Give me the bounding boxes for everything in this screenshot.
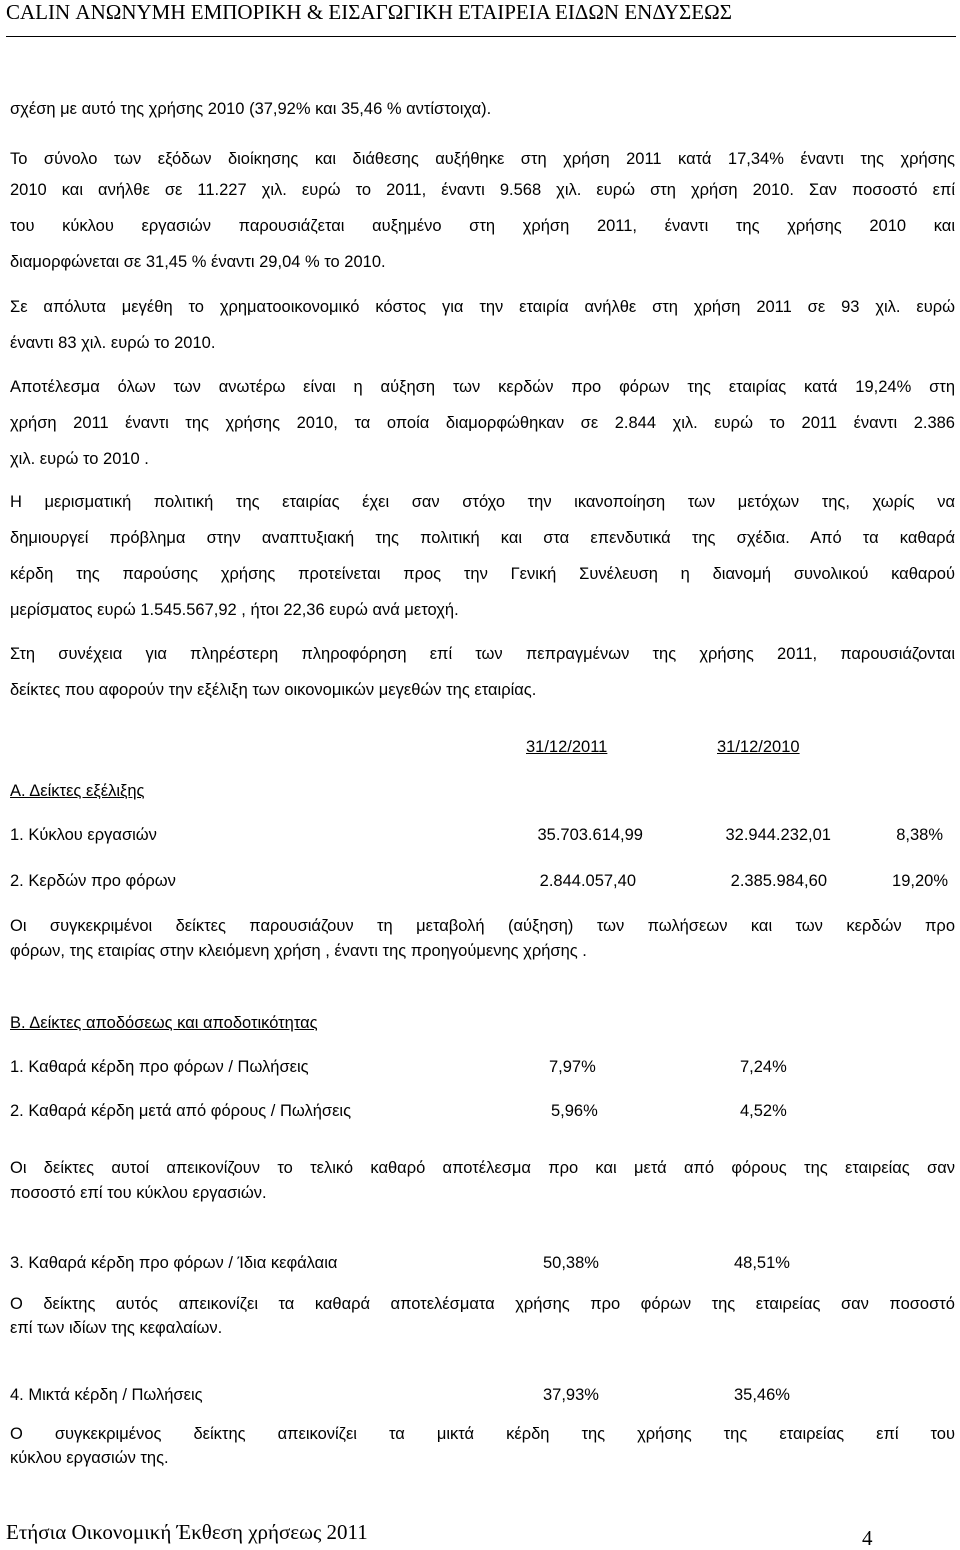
section-b-row-label: 4. Μικτά κέρδη / Πωλήσεις [10, 1386, 203, 1404]
section-b-row-value-2010: 35,46% [734, 1386, 790, 1404]
page-number: 4 [862, 1526, 873, 1550]
section-b-row-label: 2. Καθαρά κέρδη μετά από φόρους / Πωλήσεις [10, 1102, 352, 1120]
section-b-row-value-2011: 37,93% [543, 1386, 599, 1404]
paragraph-5-line: δημιουργεί πρόβλημα στην αναπτυξιακή της πολιτική και στα επενδυτικά της σχέδια. Από τα καθαρά [10, 529, 955, 547]
paragraph-5-line: Η μερισματική πολιτική της εταιρίας έχει σαν στόχο την ικανοποίηση των μετόχων της, χωρίς να [10, 493, 955, 511]
section-b-row-value-2010: 7,24% [740, 1058, 787, 1076]
paragraph-4-line: Αποτέλεσμα όλων των ανωτέρω είναι η αύξηση των κερδών προ φόρων της εταιρίας κατά 19,24% στη [10, 378, 955, 396]
paragraph-2-line: του κύκλου εργασιών παρουσιάζεται αυξημένο στη χρήση 2011, έναντι της χρήσης 2010 και [10, 217, 955, 235]
paragraph-4-line: χρήση 2011 έναντι της χρήσης 2010, τα οποία διαμορφώθηκαν σε 2.844 χιλ. ευρώ το 2011 έναντι 2.386 [10, 414, 955, 432]
paragraph-2-line: διαμορφώνεται σε 31,45 % έναντι 29,04 % το 2010. [10, 253, 386, 271]
section-b-row-value-2011: 5,96% [551, 1102, 598, 1120]
section-a-row-value-2011: 2.844.057,40 [539, 872, 636, 890]
section-a-note-line: Οι συγκεκριμένοι δείκτες παρουσιάζουν τη μεταβολή (αύξηση) των πωλήσεων και των κερδών προ [10, 917, 955, 935]
paragraph-1-line: σχέση με αυτό της χρήσης 2010 (37,92% και 35,46 % αντίστοιχα). [10, 100, 492, 118]
paragraph-6-line: Στη συνέχεια για πληρέστερη πληροφόρηση επί των πεπραγμένων της χρήσης 2011, παρουσιάζονται [10, 645, 955, 663]
section-b-note-line: επί των ιδίων της κεφαλαίων. [10, 1319, 223, 1337]
section-b-note-line: κύκλου εργασιών της. [10, 1449, 169, 1467]
section-a-row-change: 19,20% [892, 872, 948, 890]
section-b-note-line: Οι δείκτες αυτοί απεικονίζουν το τελικό καθαρό αποτέλεσμα προ και μετά από φόρους της εταιρείας σαν [10, 1159, 955, 1177]
paragraph-3-line: έναντι 83 χιλ. ευρώ το 2010. [10, 334, 216, 352]
column-header-2011: 31/12/2011 [526, 738, 608, 756]
page-header: CALIN ΑΝΩΝΥΜΗ ΕΜΠΟΡΙΚΗ & ΕΙΣΑΓΩΓΙΚΗ ΕΤΑΙΡΕΙΑ ΕΙΔΩΝ ΕΝΔΥΣΕΩΣ [6, 0, 956, 37]
page-footer: Ετήσια Οικονομική Έκθεση χρήσεως 2011 [6, 1520, 368, 1544]
section-a-title [10, 781, 145, 801]
section-b-note-line: Ο δείκτης αυτός απεικονίζει τα καθαρά αποτελέσματα χρήσης προ φόρων της εταιρείας σαν ποσοστό [10, 1295, 955, 1313]
section-b-title [10, 1013, 318, 1033]
section-a-title-text: Α. Δείκτες εξέλιξης [10, 782, 145, 800]
paragraph-4-line: χιλ. ευρώ το 2010 . [10, 450, 149, 468]
column-header-2010: 31/12/2010 [717, 738, 800, 756]
section-a-row-value-2010: 2.385.984,60 [730, 872, 827, 890]
section-b-row-label: 3. Καθαρά κέρδη προ φόρων / Ίδια κεφάλαια [10, 1254, 338, 1272]
section-b-row-value-2011: 7,97% [549, 1058, 596, 1076]
section-b-row-value-2010: 48,51% [734, 1254, 790, 1272]
section-a-row-value-2010: 32.944.232,01 [725, 826, 831, 844]
section-b-title-text: Β. Δείκτες αποδόσεως και αποδοτικότητας [10, 1014, 318, 1032]
section-a-row-value-2011: 35.703.614,99 [537, 826, 643, 844]
section-b-row-value-2011: 50,38% [543, 1254, 599, 1272]
section-b-note-line: ποσοστό επί του κύκλου εργασιών. [10, 1184, 267, 1202]
paragraph-6-line: δείκτες που αφορούν την εξέλιξη των οικονομικών μεγεθών της εταιρίας. [10, 681, 537, 699]
section-a-note-line: φόρων, της εταιρίας στην κλειόμενη χρήση , έναντι της προηγούμενης χρήσης . [10, 942, 587, 960]
paragraph-2-line: 2010 και ανήλθε σε 11.227 χιλ. ευρώ το 2011, έναντι 9.568 χιλ. ευρώ στη χρήση 2010. Σαν ποσοστό επί [10, 181, 955, 199]
section-b-row-label: 1. Καθαρά κέρδη προ φόρων / Πωλήσεις [10, 1058, 309, 1076]
paragraph-2-line: Το σύνολο των εξόδων διοίκησης και διάθεσης αυξήθηκε στη χρήση 2011 κατά 17,34% έναντι της χρήσης [10, 150, 955, 168]
section-a-row-label: 1. Κύκλου εργασιών [10, 826, 157, 844]
section-b-row-value-2010: 4,52% [740, 1102, 787, 1120]
paragraph-3-line: Σε απόλυτα μεγέθη το χρηματοοικονομικό κόστος για την εταιρία ανήλθε στη χρήση 2011 σε 93 χιλ. ευρώ [10, 298, 955, 316]
section-a-row-label: 2. Κερδών προ φόρων [10, 872, 176, 890]
section-b-note-line: Ο συγκεκριμένος δείκτης απεικονίζει τα μικτά κέρδη της χρήσης της εταιρείας επί του [10, 1425, 955, 1443]
paragraph-5-line: κέρδη της παρούσης χρήσης προτείνεται προς την Γενική Συνέλευση η διανομή συνολικού καθαρού [10, 565, 955, 583]
paragraph-5-line: μερίσματος ευρώ 1.545.567,92 , ήτοι 22,36 ευρώ ανά μετοχή. [10, 601, 459, 619]
section-a-row-change: 8,38% [896, 826, 943, 844]
